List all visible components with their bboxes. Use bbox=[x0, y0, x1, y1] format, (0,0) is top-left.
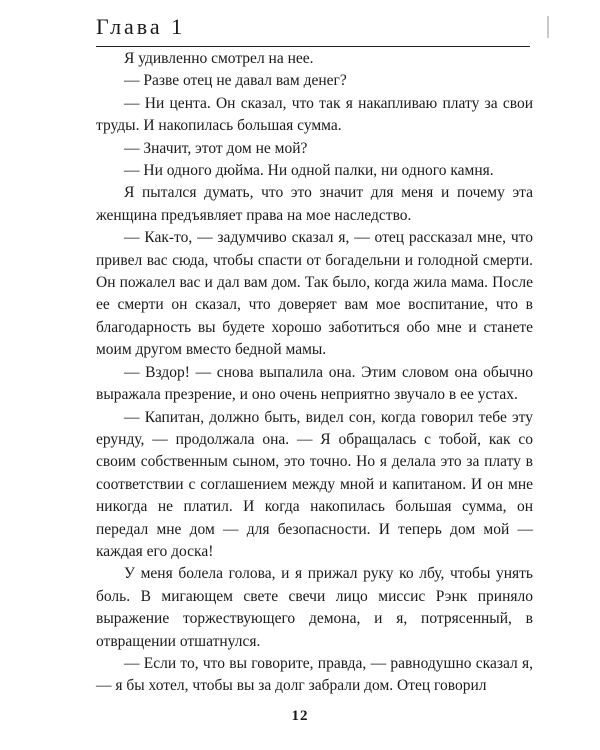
paragraph: — Как-то, — задумчиво сказал я, — отец рассказал мне, что привел вас сюда, чтобы спасти от богадельни и голодной смерти. Он пожалел вас и дал вам дом. Так было, когда жила мама. После ее смерти он сказал, что доверяет вам мое воспитание, что в благодарность вы будете хорошо заботиться обо мне и станете моим другом вместо бедной мамы. bbox=[96, 229, 533, 359]
paragraph: — Разве отец не давал вам денег? bbox=[124, 72, 347, 90]
margin-mark bbox=[547, 16, 549, 38]
paragraph: — Ни одного дюйма. Ни одной палки, ни одного камня. bbox=[124, 162, 494, 180]
paragraph: — Значит, этот дом не мой? bbox=[124, 139, 308, 157]
running-header bbox=[96, 12, 530, 47]
paragraph: Я удивленно смотрел на нее. bbox=[124, 50, 314, 67]
paragraph: У меня болела голова, и я прижал руку ко лбу, чтобы унять боль. В мигающем свете свечи лицо миссис Рэнк приняло выражение торжествующего демона, и я, потрясенный, в отвращении отшатнулся. bbox=[96, 565, 533, 650]
paragraph: — Если то, что вы говорите, правда, — равнодушно сказал я, — я бы хотел, чтобы вы за долг забрали дом. Отец говорил bbox=[96, 654, 533, 695]
paragraph: — Капитан, должно быть, видел сон, когда говорил тебе эту ерунду, — продолжала она. — Я обращалась с тобой, как со своим собственным сыном, это точно. Но я делала это за плату в соответствии с соглашением между мной и капитаном. И он мне никогда не платил. И когда накопилась большая сумма, он передал мне дом — для безопасности. И теперь дом мой — каждая его доска! bbox=[96, 408, 533, 560]
page-number: 12 bbox=[291, 708, 309, 724]
body-text bbox=[96, 48, 533, 698]
chapter-title: Глава 1 bbox=[96, 14, 186, 39]
paragraph: — Вздор! — снова выпалила она. Этим словом она обычно выражала презрение, и оно очень неприятно звучало в ее устах. bbox=[96, 363, 533, 404]
paragraph: — Ни цента. Он сказал, что так я накапливаю плату за свои труды. И накопилась большая сумма. bbox=[96, 94, 533, 135]
paragraph: Я пытался думать, что это значит для меня и почему эта женщина предъявляет права на мое наследство. bbox=[96, 184, 533, 224]
